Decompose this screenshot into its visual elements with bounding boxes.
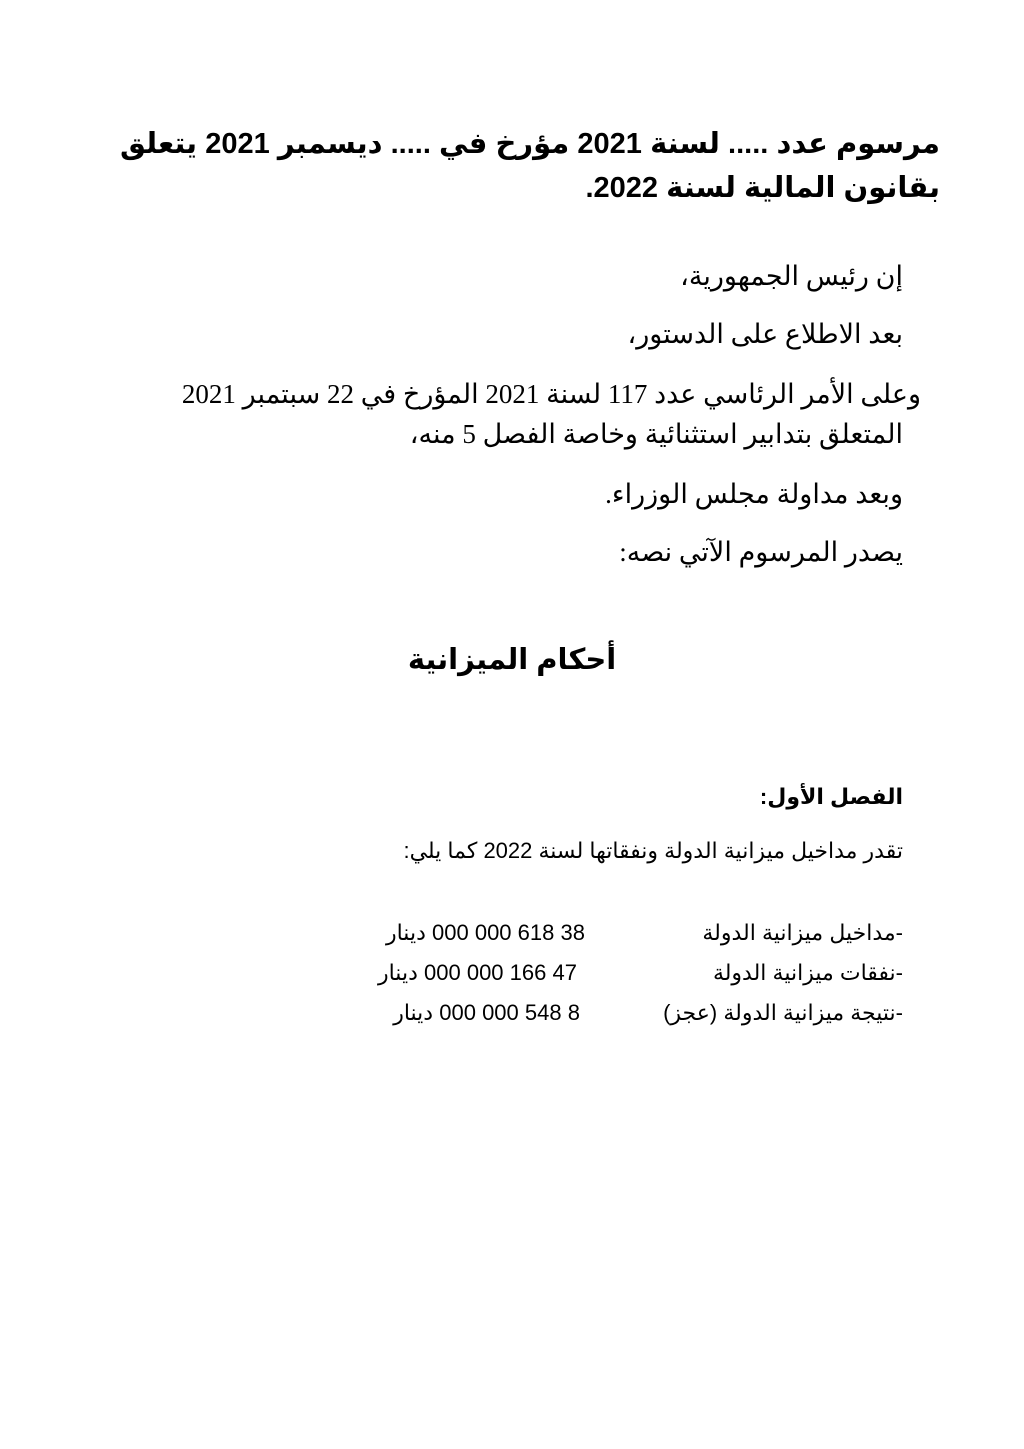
preamble-president: إن رئيس الجمهورية، [680,261,903,291]
chapter-intro: تقدر مداخيل ميزانية الدولة ونفقاتها لسنة 2022 كما يلي: [403,838,903,863]
budget-amount: 8 548 000 000 دينار [393,1000,580,1025]
budget-label: -نفقات ميزانية الدولة [712,960,903,985]
budget-figures [303,920,903,1040]
budget-row-deficit [303,1000,903,1040]
budget-amount: 47 166 000 000 دينار [377,960,577,985]
budget-amount: 38 618 000 000 دينار [385,920,585,945]
preamble-council-deliberation: وبعد مداولة مجلس الوزراء. [605,479,903,509]
budget-label: -مداخيل ميزانية الدولة [702,920,903,945]
budget-row-expenditure [303,960,903,1000]
section-heading: أحكام الميزانية [407,644,617,676]
budget-label: -نتيجة ميزانية الدولة (عجز) [663,1000,903,1025]
preamble-presidential-order: وعلى الأمر الرئاسي عدد 117 لسنة 2021 المؤرخ في 22 سبتمبر 2021 [181,379,921,409]
preamble-constitution: بعد الاطلاع على الدستور، [627,319,903,349]
preamble-enactment: يصدر المرسوم الآتي نصه: [619,537,903,567]
chapter-title: الفصل الأول: [759,784,903,809]
preamble-presidential-order-cont: المتعلق بتدابير استثنائية وخاصة الفصل 5 منه، [409,419,903,449]
decree-title: مرسوم عدد ..... لسنة 2021 مؤرخ في ..... ديسمبر 2021 يتعلق بقانون المالية لسنة 2022. [120,128,940,204]
budget-row-revenue [303,920,903,960]
